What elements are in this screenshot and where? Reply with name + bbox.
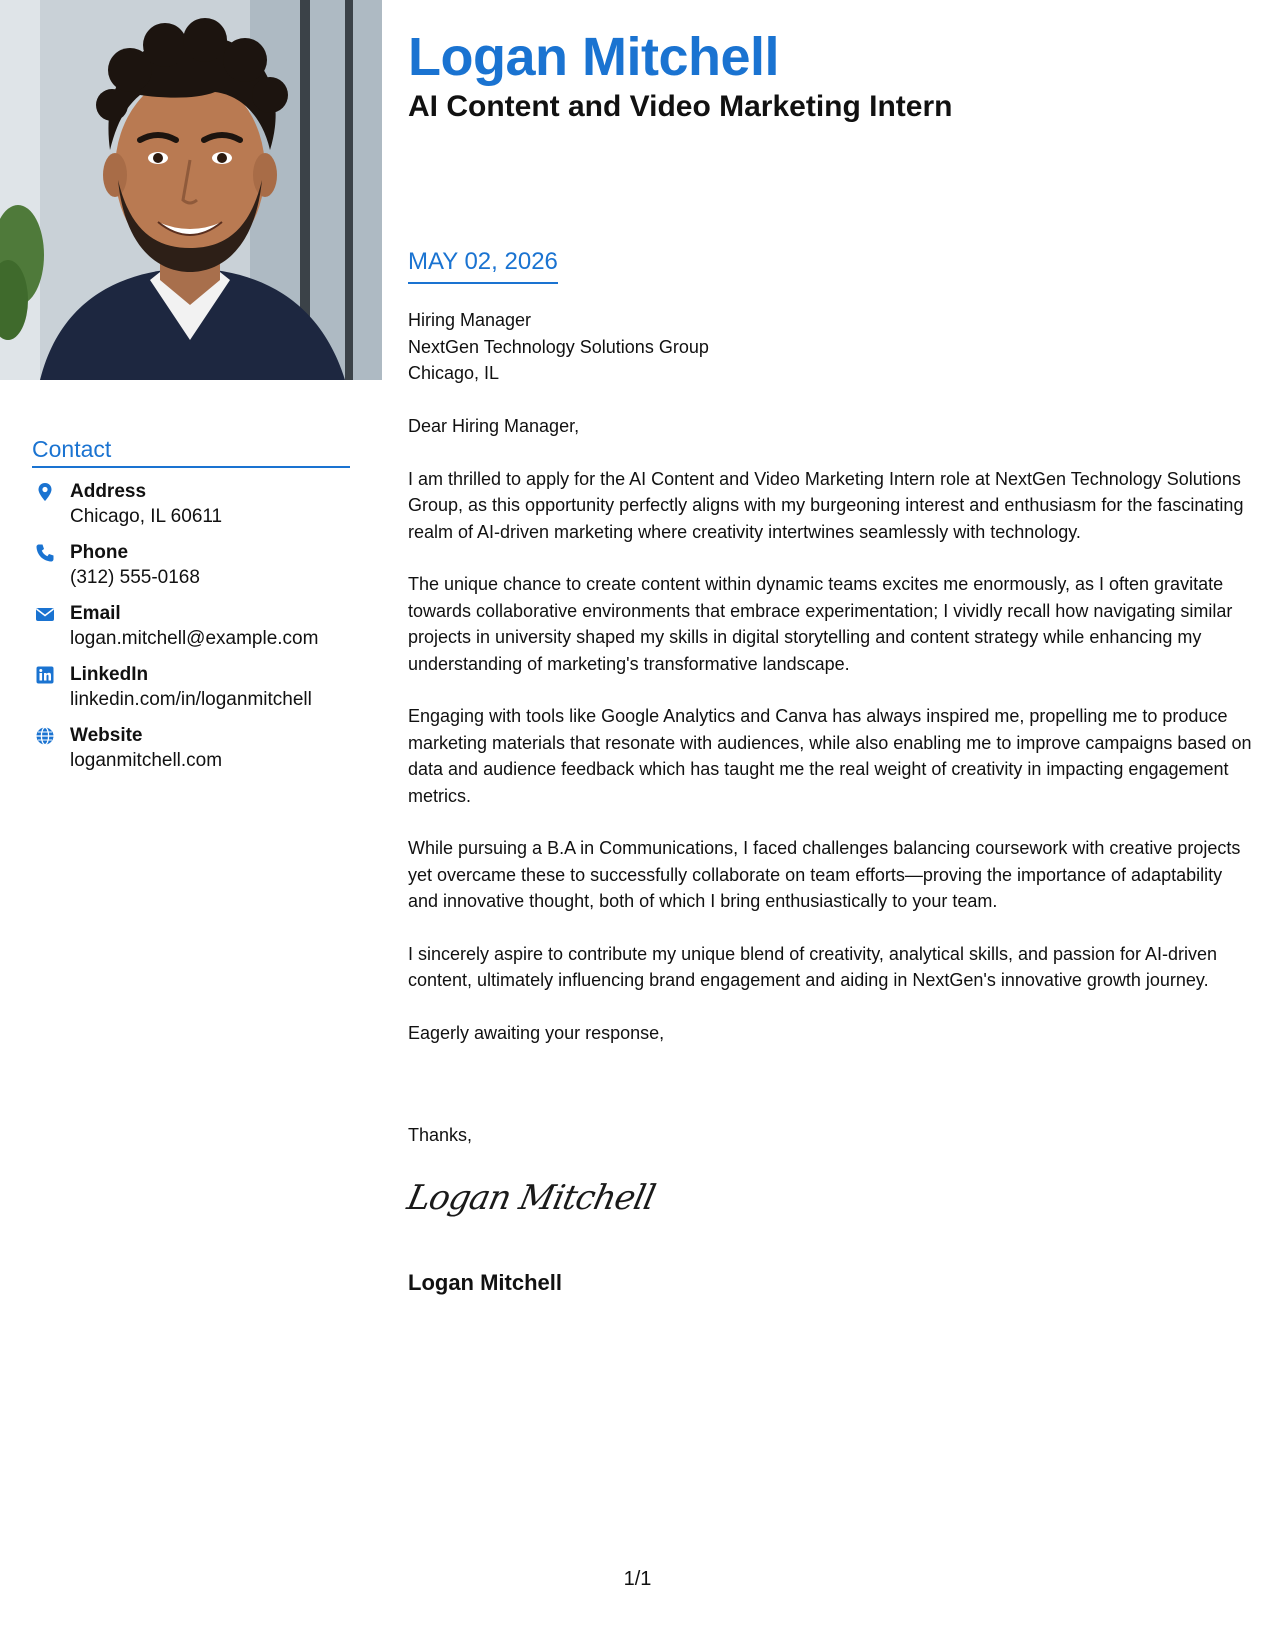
recipient-block: [408, 307, 709, 387]
location-pin-icon: [35, 482, 55, 502]
letter-paragraph: The unique chance to create content within dynamic teams excites me enormously, as I often gravitate towards collaborative environments that embrace experimentation; I vividly recall how navigating similar projects in university shaped my skills in digital storytelling and content strategy while enhancing my understanding of marketing's transformative landscape.: [408, 574, 1233, 674]
recipient-role: Hiring Manager: [408, 310, 532, 330]
letter-paragraph: I am thrilled to apply for the AI Content and Video Marketing Intern role at NextGen Technology Solutions Group, as this opportunity perfectly aligns with my burgeoning interest and enthusiasm for the fascinating realm of AI-driven marketing where creativity intertwines seamlessly with technology.: [408, 468, 1244, 542]
contact-item-email: [32, 602, 350, 651]
website-label: Website: [70, 725, 143, 746]
letter-paragraph: Engaging with tools like Google Analytics and Canva has always inspired me, propelling me to produce marketing materials that resonate with audiences, while also enabling me to improve campaigns based on data and audience feedback which has taught me the real weight of creativity in impacting engagement metrics.: [408, 706, 1252, 806]
handwritten-signature: Logan Mitchell: [403, 1178, 659, 1218]
phone-label: Phone: [70, 542, 129, 563]
contact-item-phone: [32, 541, 350, 590]
profile-photo: [0, 0, 382, 380]
linkedin-value[interactable]: linkedin.com/in/loganmitchell: [70, 689, 312, 710]
contact-item-address: [32, 480, 350, 529]
email-label: Email: [70, 603, 121, 624]
email-value[interactable]: logan.mitchell@example.com: [70, 628, 319, 649]
signed-name: Logan Mitchell: [408, 1270, 562, 1295]
salutation: Dear Hiring Manager,: [408, 416, 580, 436]
letter-body: [408, 413, 1253, 1073]
recipient-company: NextGen Technology Solutions Group: [408, 336, 709, 357]
portrait-illustration: [0, 0, 382, 380]
linkedin-label: LinkedIn: [70, 664, 149, 685]
address-value: Chicago, IL 60611: [70, 506, 223, 527]
recipient-location: Chicago, IL: [408, 363, 500, 383]
envelope-icon: [35, 604, 55, 624]
page-number: 1/1: [623, 1568, 652, 1590]
contact-item-linkedin: [32, 663, 350, 712]
applicant-name: Logan Mitchell: [408, 27, 779, 87]
contact-sidebar: [32, 436, 350, 785]
signoff: Thanks,: [408, 1125, 473, 1145]
linkedin-icon: [35, 665, 55, 685]
applicant-title: AI Content and Video Marketing Intern: [408, 90, 953, 123]
closing-line: Eagerly awaiting your response,: [408, 1023, 665, 1044]
website-value[interactable]: loganmitchell.com: [70, 750, 223, 771]
letter-paragraph: While pursuing a B.A in Communications, I faced challenges balancing coursework with creative projects yet overcame these to successfully collaborate on team efforts—proving the importance of adaptability and innovative thought, both of which I bring enthusiastically to your team.: [408, 838, 1241, 912]
phone-value[interactable]: (312) 555-0168: [70, 567, 200, 588]
letter-paragraph: I sincerely aspire to contribute my unique blend of creativity, analytical skills, and passion for AI-driven content, ultimately influencing brand engagement and aiding in NextGen's innovative growth journey.: [408, 944, 1218, 991]
contact-item-website: [32, 724, 350, 773]
phone-icon: [35, 543, 55, 563]
letter-date: MAY 02, 2026: [408, 248, 558, 284]
contact-heading: Contact: [32, 436, 350, 468]
globe-icon: [35, 726, 55, 746]
address-label: Address: [70, 481, 147, 502]
